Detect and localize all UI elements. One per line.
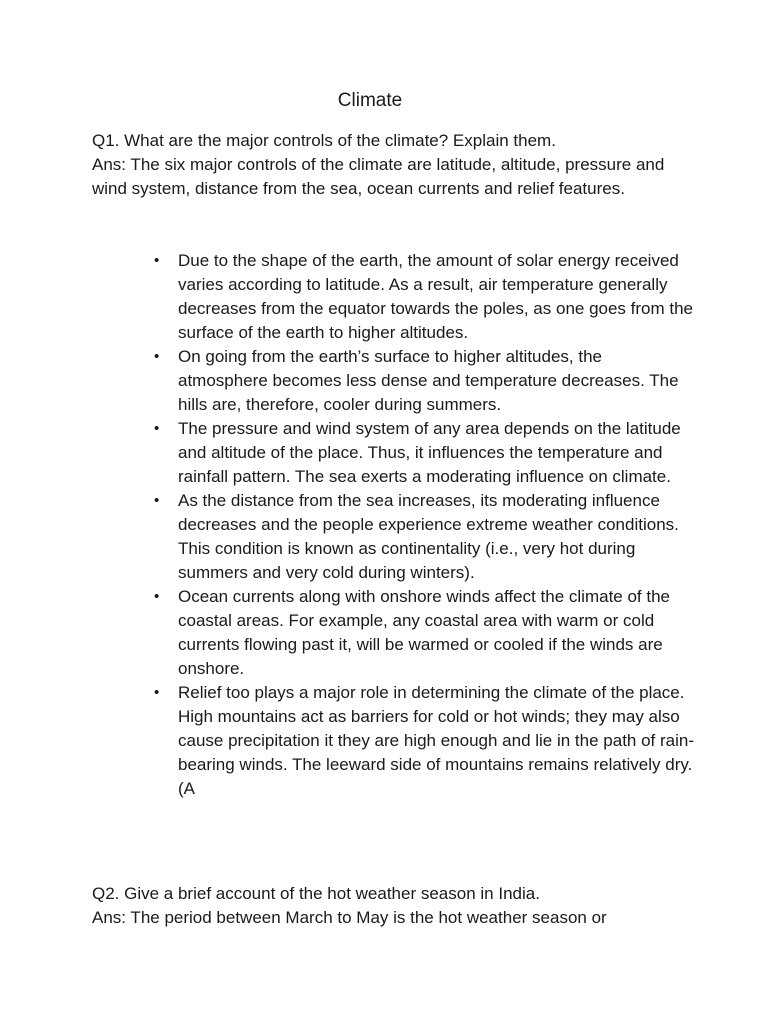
bullet-icon: •	[154, 492, 160, 509]
answer-1-text: Ans: The six major controls of the climate are latitude, altitude, pressure and wind system, distance from the sea, ocean currents and relief features.	[92, 155, 665, 198]
climate-controls-list	[150, 249, 695, 801]
list-item	[150, 249, 695, 345]
bullet-icon: •	[154, 420, 160, 437]
list-item-text: Ocean currents along with onshore winds affect the climate of the coastal areas. For example, any coastal area with warm or cold currents flowing past it, will be warmed or cooled if the winds are onshore.	[178, 587, 671, 678]
bullet-icon: •	[154, 684, 160, 701]
bullet-icon: •	[154, 588, 160, 605]
bullet-icon: •	[154, 252, 160, 269]
list-item	[150, 585, 695, 681]
question-2-block	[92, 882, 692, 930]
answer-2-text: Ans: The period between March to May is the hot weather season or	[92, 908, 607, 927]
list-item-text: Relief too plays a major role in determining the climate of the place. High mountains act as barriers for cold or hot winds; they may also cause precipitation it they are high enough and lie in the path of rain-bearing winds. The leeward side of mountains remains relatively dry. (A	[178, 683, 695, 798]
page-title: Climate	[337, 90, 403, 111]
list-item	[150, 417, 695, 489]
question-2-text: Q2. Give a brief account of the hot weather season in India.	[92, 884, 540, 903]
bullet-icon: •	[154, 348, 160, 365]
list-item-text: On going from the earth’s surface to higher altitudes, the atmosphere becomes less dense and temperature decreases. The hills are, therefore, cooler during summers.	[178, 347, 679, 414]
list-item-text: Due to the shape of the earth, the amount of solar energy received varies according to latitude. As a result, air temperature generally decreases from the equator towards the poles, as one goes from the surface of the earth to higher altitudes.	[178, 251, 694, 342]
list-item	[150, 489, 695, 585]
list-item-text: The pressure and wind system of any area depends on the latitude and altitude of the place. Thus, it influences the temperature and rainfall pattern. The sea exerts a moderating influence on climate.	[178, 419, 681, 486]
list-item	[150, 681, 695, 801]
question-1-block	[92, 129, 692, 201]
list-item-text: As the distance from the sea increases, its moderating influence decreases and the people experience extreme weather conditions. This condition is known as continentality (i.e., very hot during summers and very cold during winters).	[178, 491, 679, 582]
question-1-text: Q1. What are the major controls of the climate? Explain them.	[92, 131, 556, 150]
list-item	[150, 345, 695, 417]
